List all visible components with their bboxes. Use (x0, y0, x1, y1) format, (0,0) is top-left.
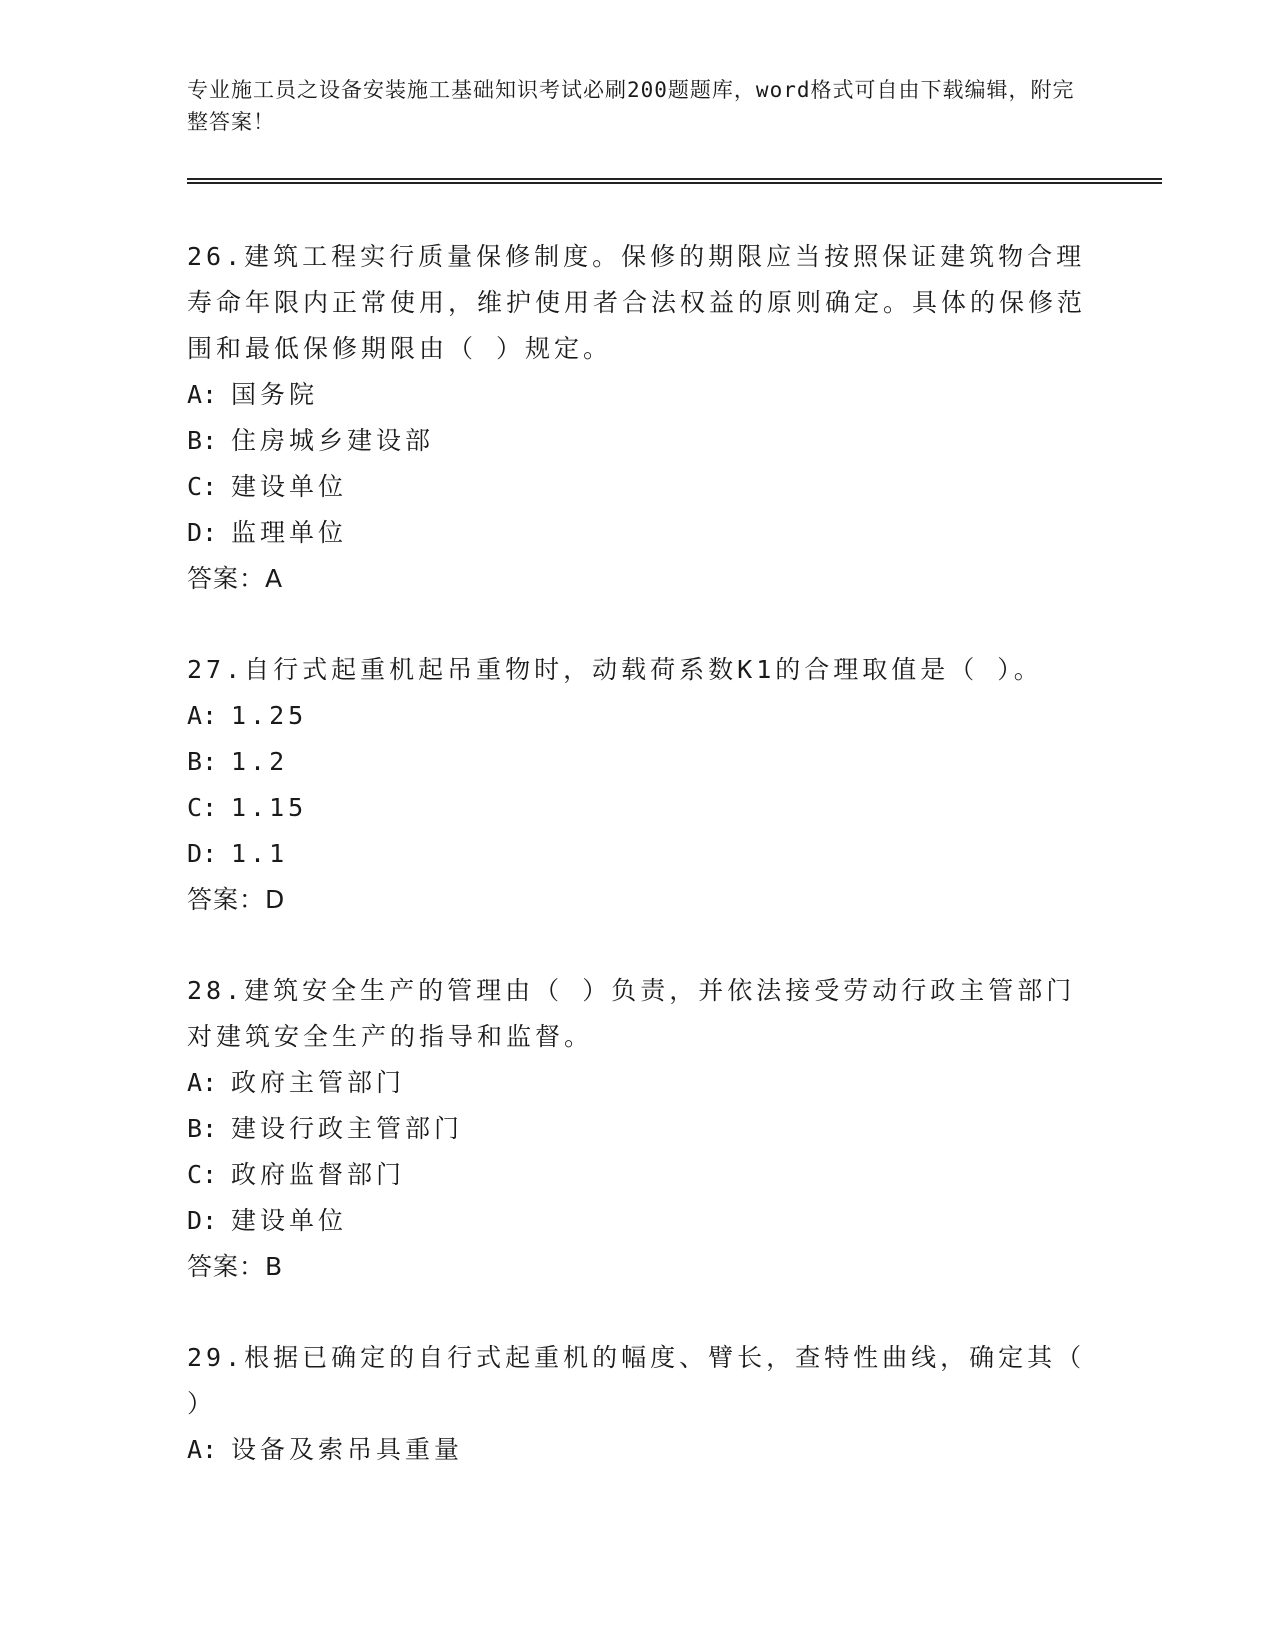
option-d (187, 1198, 1087, 1244)
option-label: D: (187, 1206, 218, 1235)
option-label: A: (187, 1435, 218, 1464)
option-a (187, 372, 1087, 418)
option-label: A: (187, 701, 218, 730)
option-label: C: (187, 793, 218, 822)
option-label: B: (187, 426, 218, 455)
option-d (187, 831, 1087, 877)
option-text: 建设单位 (231, 1206, 348, 1235)
option-label: B: (187, 1114, 218, 1143)
answer-line: 答案：D (187, 885, 286, 914)
option-text: 建设单位 (231, 472, 348, 501)
option-label: B: (187, 747, 218, 776)
option-a (187, 693, 1087, 739)
option-label: A: (187, 380, 218, 409)
option-text: 政府监督部门 (231, 1160, 406, 1189)
option-d (187, 510, 1087, 556)
document-header: 专业施工员之设备安装施工基础知识考试必刷200题题库，word格式可自由下载编辑，附完整答案！ (187, 78, 1075, 134)
option-label: C: (187, 472, 218, 501)
question-text: 26.建筑工程实行质量保修制度。保修的期限应当按照保证建筑物合理寿命年限内正常使用，维护使用者合法权益的原则确定。具体的保修范围和最低保修期限由（ ）规定。 (187, 242, 1087, 363)
option-text: 住房城乡建设部 (231, 426, 435, 455)
option-text: 设备及索吊具重量 (231, 1435, 464, 1464)
option-a (187, 1427, 1087, 1473)
option-c (187, 464, 1087, 510)
answer-line: 答案：B (187, 1252, 284, 1281)
option-c (187, 1152, 1087, 1198)
option-text: 1.15 (231, 793, 308, 822)
option-text: 国务院 (231, 380, 319, 409)
option-label: A: (187, 1068, 218, 1097)
question-27 (187, 647, 1087, 923)
option-text: 监理单位 (231, 518, 348, 547)
option-text: 1.25 (231, 701, 308, 730)
option-b (187, 1106, 1087, 1152)
option-label: D: (187, 518, 218, 547)
question-26 (187, 234, 1087, 602)
option-text: 1.2 (231, 747, 289, 776)
option-b (187, 418, 1087, 464)
option-label: C: (187, 1160, 218, 1189)
header-double-rule (187, 178, 1162, 184)
option-b (187, 739, 1087, 785)
question-28 (187, 968, 1087, 1290)
question-text: 29.根据已确定的自行式起重机的幅度、臂长，查特性曲线，确定其（ ） (187, 1343, 1086, 1418)
question-text: 28.建筑安全生产的管理由（ ）负责，并依法接受劳动行政主管部门对建筑安全生产的指导和监督。 (187, 976, 1076, 1051)
question-text: 27.自行式起重机起吊重物时，动载荷系数K1的合理取值是（ ）。 (187, 655, 1043, 684)
answer-line: 答案：A (187, 564, 284, 593)
option-a (187, 1060, 1087, 1106)
question-list (187, 234, 1087, 1518)
option-c (187, 785, 1087, 831)
option-text: 政府主管部门 (231, 1068, 406, 1097)
option-text: 1.1 (231, 839, 289, 868)
question-29 (187, 1335, 1087, 1473)
option-text: 建设行政主管部门 (231, 1114, 464, 1143)
option-label: D: (187, 839, 218, 868)
